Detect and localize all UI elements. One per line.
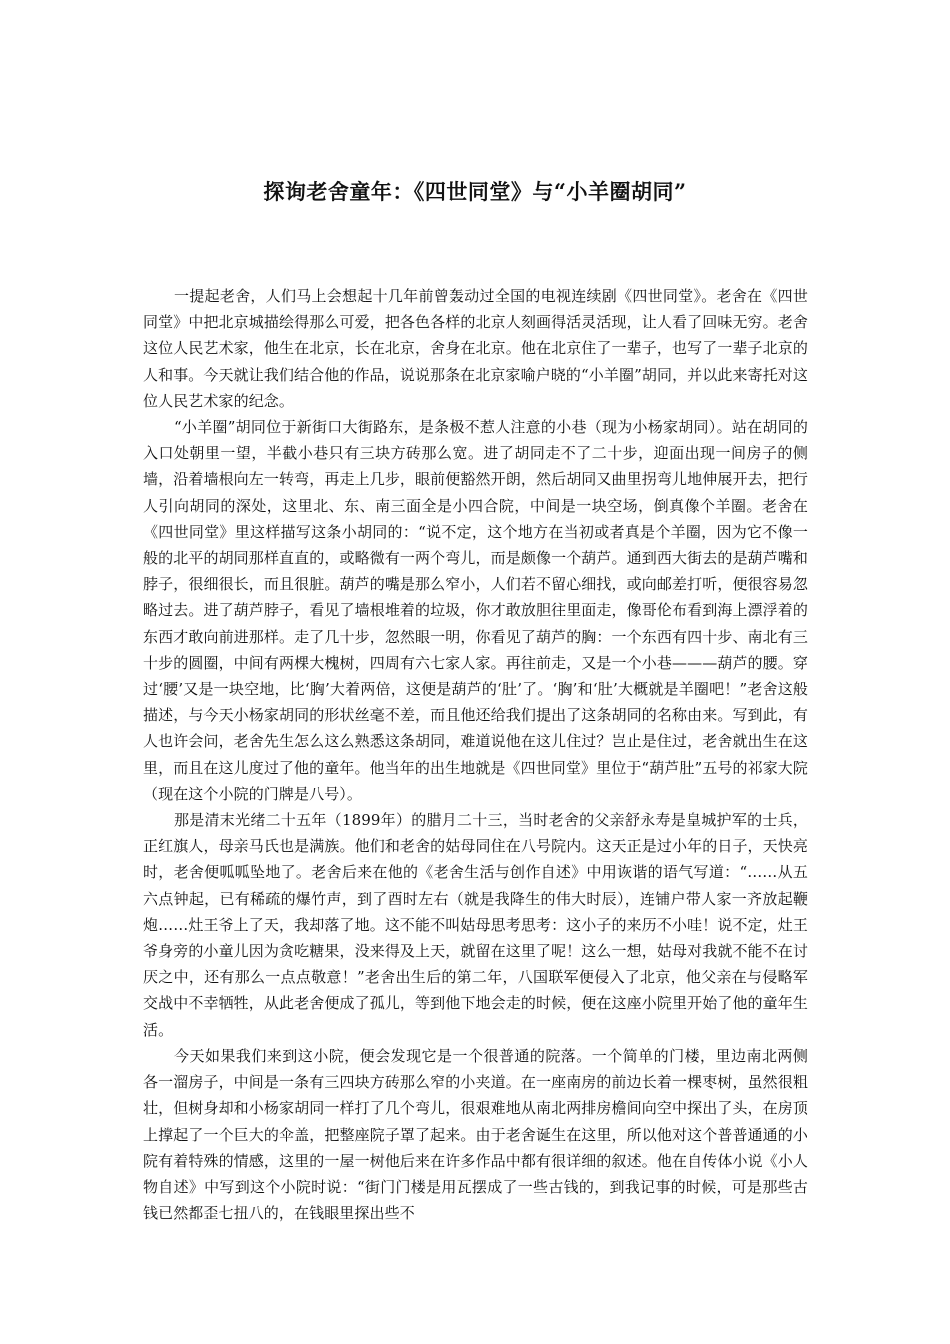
paragraph-hutong-description: “小羊圈”胡同位于新街口大街路东，是条极不惹人注意的小巷（现为小杨家胡同）。站在胡同的入口处朝里一望，半截小巷只有三块方砖那么宽。进了胡同走不了二十步，迎面出现一间房子的侧墙，沿着墙根向左一转弯，再走上几步，眼前便豁然开朗，然后胡同又曲里拐弯儿地伸展开去，把行人引向胡同的深处，这里北、东、南三面全是小四合院，中间是一块空场，倒真像个羊圈。老舍在《四世同堂》里这样描写这条小胡同的：“说不定，这个地方在当初或者真是个羊圈，因为它不像一般的北平的胡同那样直直的，或略微有一两个弯儿，而是颇像一个葫芦。通到西大街去的是葫芦嘴和脖子，很细很长，而且很脏。葫芦的嘴是那么窄小，人们若不留心细找，或向邮差打听，便很容易忽略过去。进了葫芦脖子，看见了墙根堆着的垃圾，你才敢放胆往里面走，像哥伦布看到海上漂浮着的东西才敢向前进那样。走了几十步，忽然眼一明，你看见了葫芦的胸：一个东西有四十步、南北有三十步的圆圈，中间有两棵大槐树，四周有六七家人家。再往前走，又是一个小巷———葫芦的腰。穿过‘腰’又是一块空地，比‘胸’大着两倍，这便是葫芦的‘肚’了。‘胸’和‘肚’大概就是羊圈吧！”老舍这般描述，与今天小杨家胡同的形状丝毫不差，而且他还给我们提出了这条胡同的名称由来。写到此，有人也许会问，老舍先生怎么这么熟悉这条胡同，难道说他在这儿住过？岂止是住过，老舍就出生在这里，而且在这儿度过了他的童年。他当年的出生地就是《四世同堂》里位于“葫芦肚”五号的祁家大院（现在这个小院的门牌是八号）。 [143, 418, 808, 803]
document-body [143, 283, 808, 1226]
paragraph-courtyard: 今天如果我们来到这小院，便会发现它是一个很普通的院落。一个简单的门楼，里边南北两侧各一溜房子，中间是一条有三四块方砖那么窄的小夹道。在一座南房的前边长着一棵枣树，虽然很粗壮，但树身却和小杨家胡同一样打了几个弯儿，很艰难地从南北两排房檐间向空中探出了头，在房顶上撑起了一个巨大的伞盖，把整座院子罩了起来。由于老舍诞生在这里，所以他对这个普普通通的小院有着特殊的情感，这里的一屋一树他后来在许多作品中都有很详细的叙述。他在自传体小说《小人物自述》中写到这个小院时说：“街门门楼是用瓦摆成了一些古钱的，到我记事的时候，可是那些古钱已然都歪七扭八的，在钱眼里探出些不 [143, 1046, 808, 1223]
paragraph-intro: 一提起老舍，人们马上会想起十几年前曾轰动过全国的电视连续剧《四世同堂》。老舍在《四世同堂》中把北京城描绘得那么可爱，把各色各样的北京人刻画得活灵活现，让人看了回味无穷。老舍这位人民艺术家，他生在北京，长在北京，舍身在北京。他在北京住了一辈子，也写了一辈子北京的人和事。今天就让我们结合他的作品，说说那条在北京家喻户晓的“小羊圈”胡同，并以此来寄托对这位人民艺术家的纪念。 [143, 287, 808, 410]
paragraph-birth: 那是清末光绪二十五年（1899年）的腊月二十三，当时老舍的父亲舒永寿是皇城护军的士兵，正红旗人，母亲马氏也是满族。他们和老舍的姑母同住在八号院内。这天正是过小年的日子，天快亮时，老舍便呱呱坠地了。老舍后来在他的《老舍生活与创作自述》中用诙谐的语气写道：“……从五六点钟起，已有稀疏的爆竹声，到了酉时左右（就是我降生的伟大时辰），连铺户带人家一齐放起鞭炮……灶王爷上了天，我却落了地。这不能不叫姑母思考思考：这小子的来历不小哇！说不定，灶王爷身旁的小童儿因为贪吃糖果，没来得及上天，就留在这里了呢！这么一想，姑母对我就不能不在讨厌之中，还有那么一点点敬意！”老舍出生后的第二年，八国联军便侵入了北京，他父亲在与侵略军交战中不幸牺牲，从此老舍便成了孤儿，等到他下地会走的时候，便在这座小院里开始了他的童年生活。 [143, 811, 808, 1039]
document-title: 探询老舍童年：《四世同堂》与“小羊圈胡同” [263, 179, 687, 204]
